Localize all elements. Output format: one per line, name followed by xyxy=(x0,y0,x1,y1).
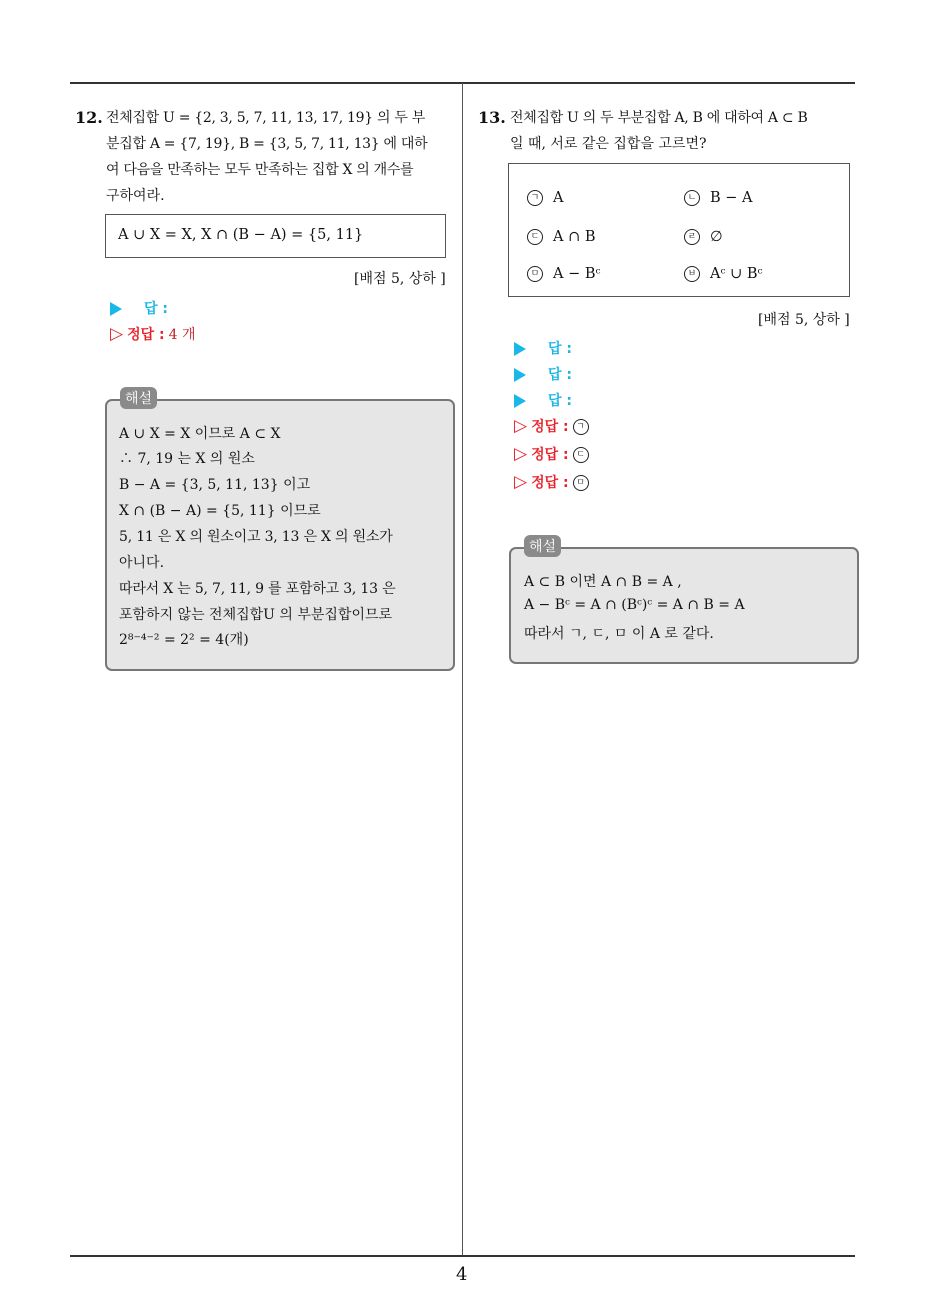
solution-line: 포함하지 않는 전체집합U 의 부분집합이므로 xyxy=(119,607,393,623)
answer-label: 답 : xyxy=(144,301,168,317)
correct-value: 4 개 xyxy=(168,327,196,343)
solution-line: B − A = {3, 5, 11, 13} 이고 xyxy=(119,477,311,493)
choice-6: ㅂ Aᶜ ∪ Bᶜ xyxy=(684,266,763,282)
question-12-line-1: 전체집합 U = {2, 3, 5, 7, 11, 13, 17, 19} 의 두 부 xyxy=(106,110,426,126)
choice-1: ㄱ A xyxy=(527,190,563,206)
question-13-answer-row-2: 답 : xyxy=(514,364,572,384)
choice-mark-icon: ㄴ xyxy=(684,190,700,206)
outline-triangle-icon: ▷ xyxy=(514,444,528,464)
choice-mark-icon: ㅂ xyxy=(684,266,700,282)
question-12-score: [배점 5, 상하 ] xyxy=(354,271,446,287)
solution-line: ∴ 7, 19 는 X 의 원소 xyxy=(119,451,255,467)
solution-line: X ∩ (B − A) = {5, 11} 이므로 xyxy=(119,503,321,519)
solution-line: 따라서 ㄱ, ㄷ, ㅁ 이 A 로 같다. xyxy=(524,626,714,642)
question-12-line-2: 분집합 A = {7, 19}, B = {3, 5, 7, 11, 13} 에 대하 xyxy=(106,136,428,152)
question-12-number: 12. xyxy=(75,108,103,127)
question-13-line-1: 전체집합 U 의 두 부분집합 A, B 에 대하여 A ⊂ B xyxy=(510,110,808,126)
choice-mark-icon: ㄷ xyxy=(527,229,543,245)
solution-line: 5, 11 은 X 의 원소이고 3, 13 은 X 의 원소가 xyxy=(119,529,393,545)
correct-mark-icon: ㄱ xyxy=(573,419,589,435)
answer-arrow-icon xyxy=(514,394,526,408)
solution-line: A − Bᶜ = A ∩ (Bᶜ)ᶜ = A ∩ B = A xyxy=(524,597,745,613)
answer-arrow-icon xyxy=(514,342,526,356)
question-12-correct-row xyxy=(110,324,196,344)
question-12-solution-tag: 해설 xyxy=(120,387,157,409)
question-12-answer-row xyxy=(110,298,168,318)
choices-box xyxy=(508,163,850,297)
question-12-solution-box xyxy=(105,399,455,671)
answer-arrow-icon xyxy=(514,368,526,382)
choice-mark-icon: ㄹ xyxy=(684,229,700,245)
condition-text: A ∪ X = X, X ∩ (B − A) = {5, 11} xyxy=(118,227,364,243)
question-12-line-4: 구하여라. xyxy=(106,188,165,204)
choice-3: ㄷ A ∩ B xyxy=(527,229,596,245)
correct-mark-icon: ㄷ xyxy=(573,447,589,463)
question-13-answer-row-1: 답 : xyxy=(514,338,572,358)
question-13-correct-row-3: ▷ 정답 : ㅁ xyxy=(514,472,599,492)
page-number: 4 xyxy=(456,1264,468,1285)
correct-mark-icon: ㅁ xyxy=(573,475,589,491)
answer-arrow-icon xyxy=(110,302,122,316)
solution-line: A ⊂ B 이면 A ∩ B = A , xyxy=(524,574,682,590)
outline-triangle-icon: ▷ xyxy=(514,472,528,492)
solution-line: 아니다. xyxy=(119,555,165,571)
solution-line: A ∪ X = X 이므로 A ⊂ X xyxy=(119,426,281,442)
question-13-answer-row-3: 답 : xyxy=(514,390,572,410)
question-12-line-3: 여 다음을 만족하는 모두 만족하는 집합 X 의 개수를 xyxy=(106,162,414,178)
question-13-correct-row-1: ▷ 정답 : ㄱ xyxy=(514,416,599,436)
question-13-number: 13. xyxy=(478,108,506,127)
choice-5: ㅁ A − Bᶜ xyxy=(527,266,601,282)
choice-2: ㄴ B − A xyxy=(684,190,753,206)
choice-mark-icon: ㅁ xyxy=(527,266,543,282)
question-13-solution-tag: 해설 xyxy=(524,535,561,557)
choice-mark-icon: ㄱ xyxy=(527,190,543,206)
correct-label: 정답 : xyxy=(127,327,165,343)
bottom-rule xyxy=(70,1255,855,1257)
question-13-score: [배점 5, 상하 ] xyxy=(758,312,850,328)
question-13-line-2: 일 때, 서로 같은 집합을 고르면? xyxy=(510,136,707,152)
condition-box xyxy=(105,214,446,258)
solution-line: 따라서 X 는 5, 7, 11, 9 를 포함하고 3, 13 은 xyxy=(119,581,396,597)
outline-triangle-icon: ▷ xyxy=(110,324,124,344)
question-13-solution-box xyxy=(509,547,859,664)
question-13-correct-row-2: ▷ 정답 : ㄷ xyxy=(514,444,599,464)
outline-triangle-icon: ▷ xyxy=(514,416,528,436)
solution-line: 2⁸⁻⁴⁻² = 2² = 4(개) xyxy=(119,632,249,648)
choice-4: ㄹ ∅ xyxy=(684,229,723,245)
column-divider xyxy=(462,83,463,1256)
